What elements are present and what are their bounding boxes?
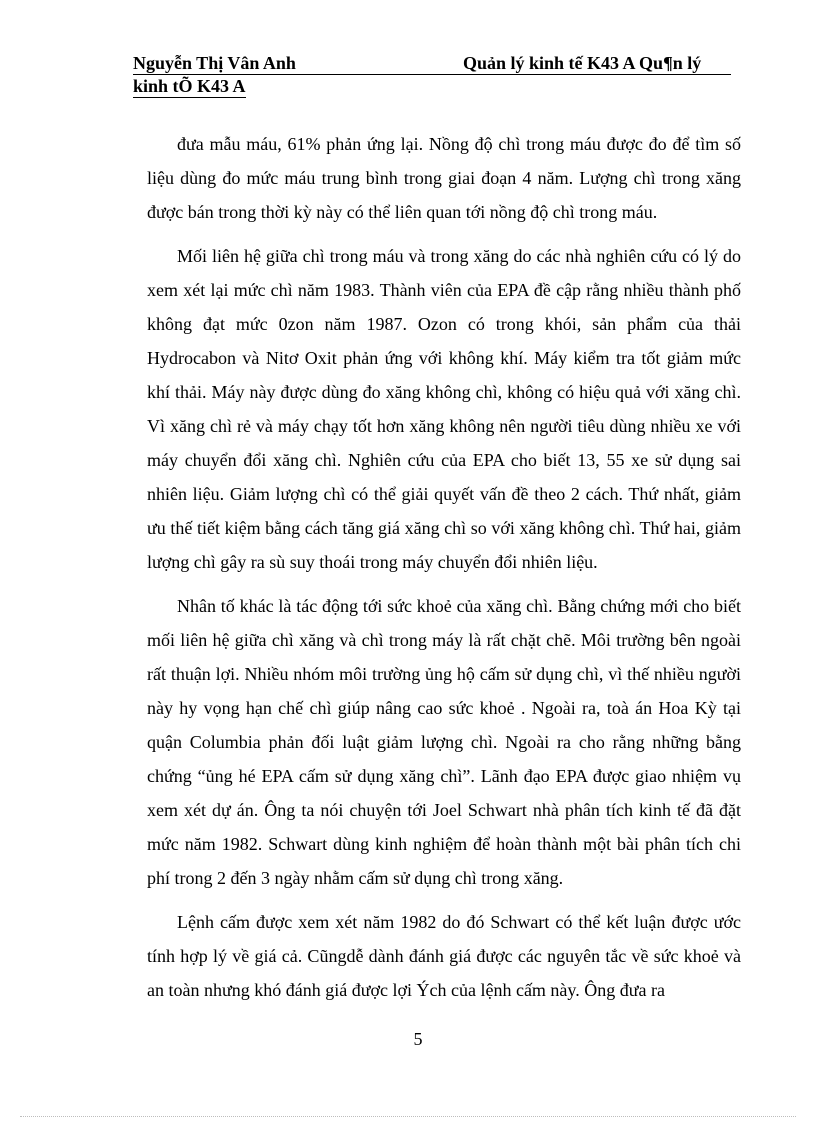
paragraph-2: Mối liên hệ giữa chì trong máu và trong xăng do các nhà nghiên cứu có lý do xem xét lại mức chì năm 1983. Thành viên của EPA đề cập rằng nhiều thành phố không đạt mức 0zon năm 1987. Ozon có trong khói, sản phẩm của thải Hydrocabon và Nitơ Oxit phản ứng với không khí. Máy kiểm tra tốt giảm mức khí thải. Máy này được dùng đo xăng không chì, không có hiệu quả với xăng chì. Vì xăng chì rẻ và máy chạy tốt hơn xăng không nên người tiêu dùng nhiều xe với máy chuyển đổi xăng chì. Nghiên cứu của EPA cho biết 13, 55 xe sử dụng sai nhiên liệu. Giảm lượng chì có thể giải quyết vấn đề theo 2 cách. Thứ nhất, giảm ưu thế tiết kiệm bằng cách tăng giá xăng chì so với xăng không chì. Thứ hai, giảm lượng chì gây ra sù suy thoái trong máy chuyển đổi nhiên liệu. [147,246,741,572]
header-author: Nguyễn Thị Vân Anh [133,53,296,73]
header-line-1 [133,52,731,75]
paragraph-1: đưa mẫu máu, 61% phản ứng lại. Nồng độ chì trong máu được đo để tìm số liệu dùng đo mức máu trung bình trong giai đoạn 4 năm. Lượng chì trong xăng được bán trong thời kỳ này có thể liên quan tới nồng độ chì trong máu. [147,134,741,222]
page-bottom-rule [20,1116,796,1117]
page-header [133,52,735,98]
paragraph-4: Lệnh cấm được xem xét năm 1982 do đó Schwart có thể kết luận được ước tính hợp lý về giá cả. Cũngdễ dành đánh giá được các nguyên tắc về sức khoẻ và an toàn nhưng khó đánh giá được lợi Ých của lệnh cấm này. Ông đưa ra [147,912,741,1000]
header-course-continued: kinh tÕ K43 A [133,76,246,96]
document-body [147,127,741,1017]
header-course: Quản lý kinh tế K43 A Qu¶n lý [463,53,702,73]
page-number: 5 [413,1029,423,1049]
paragraph-3: Nhân tố khác là tác động tới sức khoẻ của xăng chì. Bằng chứng mới cho biết mối liên hệ giữa chì xăng và chì trong máy là rất chặt chẽ. Môi trường bên ngoài rất thuận lợi. Nhiều nhóm môi trường ủng hộ cấm sử dụng chì, vì thế nhiều người này hy vọng hạn chế chì giúp nâng cao sức khoẻ . Ngoài ra, toà án Hoa Kỳ tại quận Columbia phản đối luật giảm lượng chì. Ngoài ra cho rằng những bằng chứng “ủng hé EPA cấm sử dụng xăng chì”. Lãnh đạo EPA được giao nhiệm vụ xem xét dự án. Ông ta nói chuyện tới Joel Schwart nhà phân tích kinh tế đã đặt mức năm 1982. Schwart dùng kinh nghiệm để hoàn thành một bài phân tích chi phí trong 2 đến 3 ngày nhằm cấm sử dụng chì trong xăng. [147,596,741,888]
header-line-2 [133,75,246,98]
